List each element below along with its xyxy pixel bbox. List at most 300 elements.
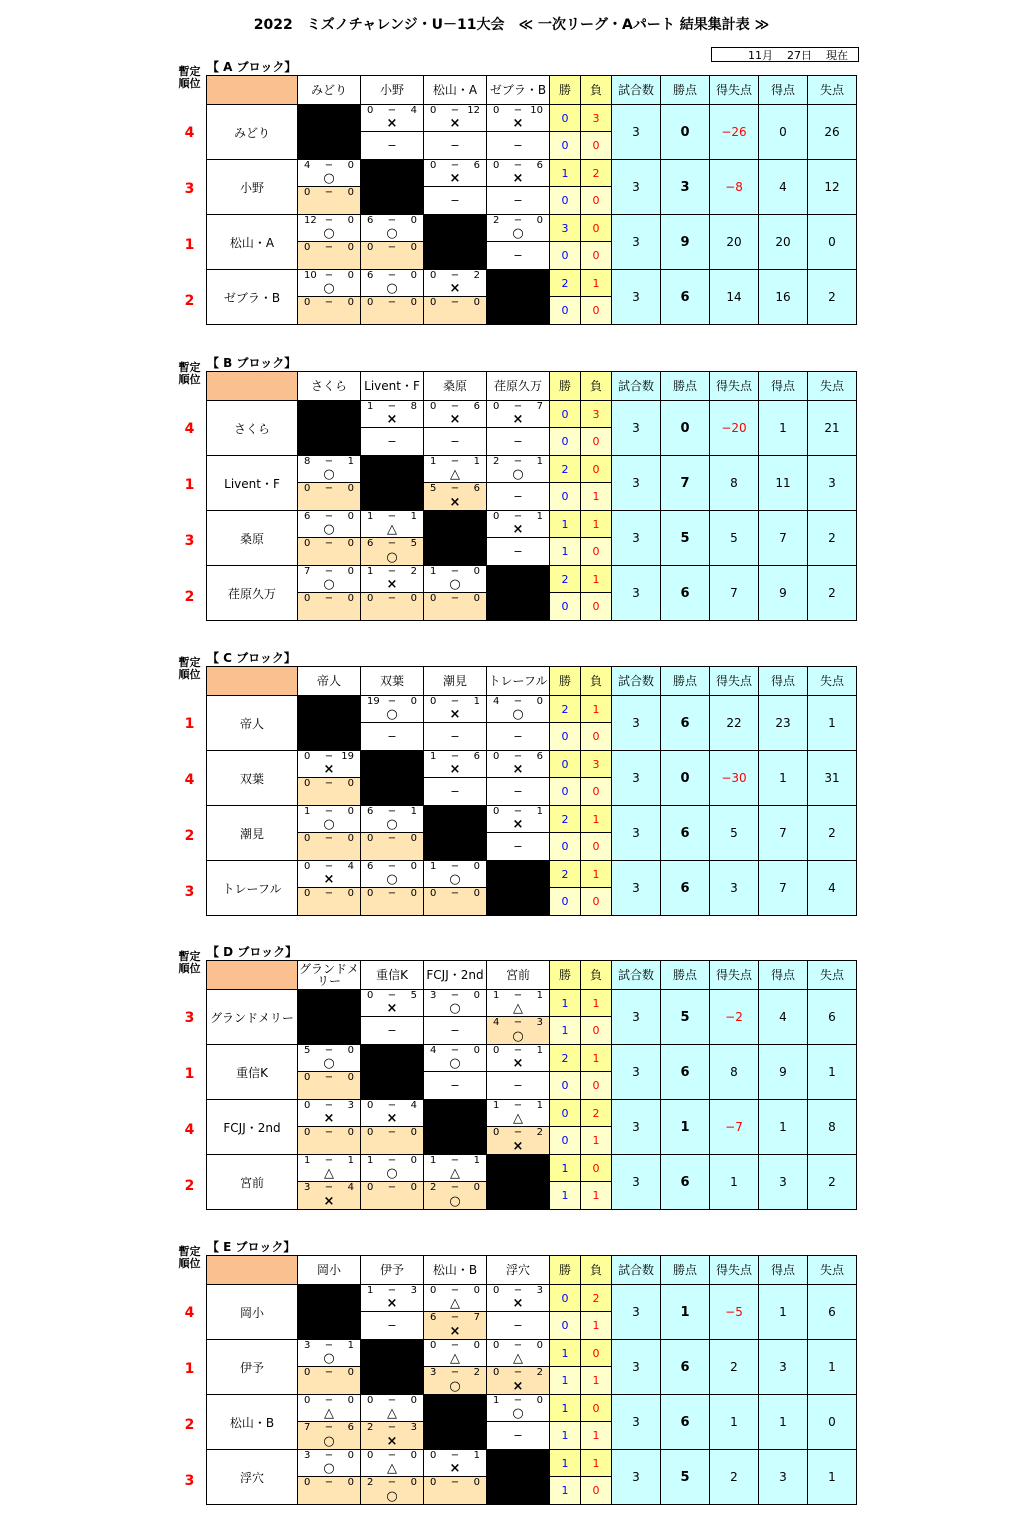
result-mark: × — [386, 1001, 398, 1016]
stat-pts: 0 — [661, 751, 710, 806]
match-cell: 2 − 1 ○ — [487, 456, 550, 483]
pk-for: 0 — [304, 778, 311, 789]
pk-empty-cell: − — [424, 1072, 487, 1100]
stat-pts: 5 — [661, 1450, 710, 1505]
score-for: 0 — [430, 401, 437, 412]
score-for: 1 — [430, 566, 437, 577]
score-for: 19 — [367, 696, 380, 707]
result-mark: ○ — [512, 1406, 524, 1421]
pk-empty-cell: − — [487, 723, 550, 751]
row-team-name: 荏原久万 — [207, 566, 298, 621]
score-for: 4 — [493, 696, 500, 707]
pk-for: 0 — [367, 593, 374, 604]
match-cell: 0 − 0 △ — [298, 1395, 361, 1422]
score-for: 1 — [367, 511, 374, 522]
pk-against: 0 — [347, 778, 354, 789]
pk-for: 0 — [304, 888, 311, 899]
diff-header: 得失点 — [710, 961, 759, 990]
stat-gf: 4 — [759, 990, 808, 1045]
match-cell: 0 − 6 × — [487, 751, 550, 778]
result-mark: × — [323, 872, 335, 887]
pk-loss-count: 1 — [581, 1312, 612, 1340]
standings-table — [206, 960, 857, 1210]
match-cell: 1 − 0 ○ — [298, 806, 361, 833]
stat-gf: 3 — [759, 1450, 808, 1505]
win-count: 0 — [550, 751, 581, 778]
col-team-header: 帝人 — [298, 667, 361, 696]
pk-result-mark: ○ — [323, 1434, 335, 1449]
stat-games: 3 — [612, 270, 661, 325]
score-against: 0 — [473, 1285, 480, 1296]
block-2 — [0, 651, 1023, 931]
score-for: 0 — [493, 1285, 500, 1296]
corner-cell — [207, 961, 298, 990]
stat-pts: 3 — [661, 160, 710, 215]
pk-empty-cell: − — [361, 132, 424, 160]
stat-diff: −8 — [710, 160, 759, 215]
score-for: 7 — [304, 566, 311, 577]
row-team-name: 重信K — [207, 1045, 298, 1100]
loss-header: 負 — [581, 1256, 612, 1285]
match-cell: 6 − 0 ○ — [361, 270, 424, 297]
pk-cell: 0 − 0 — [298, 187, 361, 215]
win-count: 0 — [550, 401, 581, 428]
loss-header: 負 — [581, 76, 612, 105]
score-against: 4 — [410, 1100, 417, 1111]
stat-diff: 8 — [710, 1045, 759, 1100]
score-against: 3 — [410, 1285, 417, 1296]
pk-loss-count: 0 — [581, 593, 612, 621]
rank-value: 3 — [184, 181, 195, 197]
result-mark: × — [512, 1056, 524, 1071]
gf-header: 得点 — [759, 1256, 808, 1285]
block-1 — [0, 356, 1023, 636]
loss-count: 3 — [581, 105, 612, 132]
match-cell: 1 − 0 ○ — [424, 861, 487, 888]
pk-against: 5 — [410, 538, 417, 549]
score-against: 7 — [536, 401, 543, 412]
stat-ga: 8 — [808, 1100, 857, 1155]
pk-cell: 3 − 2 ○ — [424, 1367, 487, 1395]
match-cell: 0 − 0 △ — [361, 1450, 424, 1477]
pk-against: 2 — [536, 1127, 543, 1138]
rank-header: 暫定順位 — [178, 361, 201, 386]
score-for: 0 — [367, 990, 374, 1001]
score-against: 6 — [473, 160, 480, 171]
score-for: 5 — [304, 1045, 311, 1056]
score-for: 0 — [430, 1340, 437, 1351]
match-cell: 0 − 4 × — [361, 1100, 424, 1127]
score-for: 0 — [493, 511, 500, 522]
result-mark: ○ — [323, 1056, 335, 1071]
stat-diff: −2 — [710, 990, 759, 1045]
result-mark: ○ — [323, 226, 335, 241]
rank-header: 暫定順位 — [178, 950, 201, 975]
stat-games: 3 — [612, 456, 661, 511]
pk-for: 0 — [430, 297, 437, 308]
pk-against: 0 — [347, 1477, 354, 1488]
stat-pts: 1 — [661, 1100, 710, 1155]
score-against: 0 — [536, 1340, 543, 1351]
col-team-header: 伊予 — [361, 1256, 424, 1285]
self-match-cell — [298, 401, 361, 456]
pk-for: 0 — [367, 242, 374, 253]
stat-gf: 1 — [759, 1100, 808, 1155]
match-cell: 0 − 1 × — [487, 511, 550, 538]
pk-against: 0 — [347, 187, 354, 198]
match-cell: 7 − 0 ○ — [298, 566, 361, 593]
loss-count: 3 — [581, 751, 612, 778]
col-team-header: トレーフル — [487, 667, 550, 696]
loss-count: 2 — [581, 160, 612, 187]
standings-table — [206, 666, 857, 916]
pk-empty-cell: − — [487, 483, 550, 511]
result-mark: △ — [450, 1296, 460, 1311]
score-against: 6 — [536, 751, 543, 762]
score-for: 1 — [493, 990, 500, 1001]
score-for: 0 — [367, 1450, 374, 1461]
corner-cell — [207, 76, 298, 105]
match-cell: 1 − 1 △ — [424, 1155, 487, 1182]
diff-header: 得失点 — [710, 76, 759, 105]
row-team-name: FCJJ・2nd — [207, 1100, 298, 1155]
stat-ga: 2 — [808, 511, 857, 566]
win-count: 1 — [550, 160, 581, 187]
score-against: 0 — [536, 1395, 543, 1406]
stat-pts: 9 — [661, 215, 710, 270]
pk-win-count: 0 — [550, 888, 581, 916]
win-count: 2 — [550, 1045, 581, 1072]
result-mark: ○ — [323, 1461, 335, 1476]
pk-for: 0 — [304, 1477, 311, 1488]
match-cell: 19 − 0 ○ — [361, 696, 424, 723]
score-for: 8 — [304, 456, 311, 467]
win-header: 勝 — [550, 667, 581, 696]
score-against: 4 — [347, 861, 354, 872]
pk-win-count: 1 — [550, 1477, 581, 1505]
pk-against: 3 — [410, 1422, 417, 1433]
stat-games: 3 — [612, 751, 661, 806]
pk-cell: 0 − 0 — [298, 1072, 361, 1100]
row-team-name: ゼブラ・B — [207, 270, 298, 325]
match-cell: 6 − 0 ○ — [361, 215, 424, 242]
score-for: 1 — [430, 1155, 437, 1166]
score-for: 0 — [304, 1395, 311, 1406]
stat-ga: 2 — [808, 566, 857, 621]
pk-win-count: 0 — [550, 833, 581, 861]
row-team-name: 潮見 — [207, 806, 298, 861]
pk-loss-count: 1 — [581, 483, 612, 511]
score-for: 0 — [367, 1395, 374, 1406]
stat-diff: 2 — [710, 1340, 759, 1395]
stat-gf: 3 — [759, 1155, 808, 1210]
pk-against: 0 — [347, 1367, 354, 1378]
score-for: 1 — [493, 1395, 500, 1406]
self-match-cell — [424, 215, 487, 270]
col-team-header: 双葉 — [361, 667, 424, 696]
pk-loss-count: 0 — [581, 833, 612, 861]
pk-cell: 0 − 0 — [298, 1127, 361, 1155]
col-team-header: 浮穴 — [487, 1256, 550, 1285]
stat-ga: 2 — [808, 1155, 857, 1210]
score-against: 1 — [536, 806, 543, 817]
pk-cell: 0 − 0 — [424, 297, 487, 325]
pk-for: 0 — [367, 297, 374, 308]
result-mark: ○ — [386, 817, 398, 832]
pk-empty-cell: − — [487, 428, 550, 456]
result-mark: △ — [387, 1461, 397, 1476]
rank-value: 3 — [184, 1473, 195, 1489]
score-for: 0 — [304, 1100, 311, 1111]
stat-pts: 0 — [661, 401, 710, 456]
self-match-cell — [424, 806, 487, 861]
result-mark: × — [512, 522, 524, 537]
match-cell: 0 − 10 × — [487, 105, 550, 132]
match-cell: 8 − 1 ○ — [298, 456, 361, 483]
pk-cell: 0 − 0 — [361, 297, 424, 325]
pk-empty-cell: − — [361, 428, 424, 456]
pk-cell: 0 − 0 — [298, 833, 361, 861]
pk-empty-cell: − — [361, 723, 424, 751]
block-title: 【 A ブロック】 — [207, 60, 297, 74]
pk-cell: 0 − 0 — [361, 833, 424, 861]
pk-loss-count: 0 — [581, 187, 612, 215]
rank-header: 暫定順位 — [178, 1245, 201, 1270]
score-against: 2 — [473, 270, 480, 281]
pk-cell: 0 − 0 — [361, 888, 424, 916]
score-for: 6 — [367, 215, 374, 226]
self-match-cell — [361, 1045, 424, 1100]
pk-for: 0 — [304, 242, 311, 253]
result-mark: × — [512, 412, 524, 427]
stat-ga: 1 — [808, 1045, 857, 1100]
loss-count: 0 — [581, 1340, 612, 1367]
pk-for: 2 — [430, 1182, 437, 1193]
score-against: 12 — [467, 105, 480, 116]
stat-gf: 0 — [759, 105, 808, 160]
score-against: 0 — [536, 215, 543, 226]
score-for: 0 — [367, 105, 374, 116]
result-mark: × — [512, 1296, 524, 1311]
standings-table — [206, 75, 857, 325]
score-against: 0 — [473, 1340, 480, 1351]
stat-games: 3 — [612, 861, 661, 916]
pk-for: 0 — [304, 593, 311, 604]
stat-gf: 1 — [759, 1285, 808, 1340]
pk-loss-count: 0 — [581, 538, 612, 566]
score-against: 4 — [410, 105, 417, 116]
row-team-name: 帝人 — [207, 696, 298, 751]
rank-value: 2 — [184, 828, 195, 844]
stat-games: 3 — [612, 1285, 661, 1340]
stat-pts: 5 — [661, 990, 710, 1045]
self-match-cell — [487, 1155, 550, 1210]
stat-ga: 2 — [808, 806, 857, 861]
score-for: 0 — [304, 861, 311, 872]
pk-result-mark: × — [512, 1139, 524, 1154]
result-mark: × — [449, 707, 461, 722]
win-count: 2 — [550, 566, 581, 593]
pk-win-count: 0 — [550, 483, 581, 511]
pk-cell: 3 − 4 × — [298, 1182, 361, 1210]
col-team-header: 小野 — [361, 76, 424, 105]
result-mark: △ — [324, 1406, 334, 1421]
match-cell: 0 − 4 × — [298, 861, 361, 888]
match-cell: 0 − 4 × — [361, 105, 424, 132]
score-against: 2 — [410, 566, 417, 577]
win-count: 1 — [550, 1450, 581, 1477]
win-count: 0 — [550, 1285, 581, 1312]
score-for: 0 — [493, 160, 500, 171]
pk-cell: 0 − 0 — [298, 888, 361, 916]
pk-win-count: 0 — [550, 1072, 581, 1100]
pk-against: 0 — [347, 242, 354, 253]
match-cell: 0 − 0 △ — [361, 1395, 424, 1422]
pk-empty-cell: − — [424, 187, 487, 215]
result-mark: ○ — [386, 707, 398, 722]
pk-against: 0 — [410, 242, 417, 253]
match-cell: 3 − 0 ○ — [424, 990, 487, 1017]
pk-for: 0 — [304, 538, 311, 549]
games-header: 試合数 — [612, 1256, 661, 1285]
points-header: 勝点 — [661, 372, 710, 401]
match-cell: 0 − 0 △ — [424, 1340, 487, 1367]
row-team-name: 伊予 — [207, 1340, 298, 1395]
pk-win-count: 0 — [550, 593, 581, 621]
result-mark: ○ — [323, 171, 335, 186]
result-mark: × — [449, 171, 461, 186]
match-cell: 1 − 6 × — [424, 751, 487, 778]
score-for: 6 — [367, 270, 374, 281]
result-mark: ○ — [323, 577, 335, 592]
result-mark: × — [386, 116, 398, 131]
loss-count: 1 — [581, 1450, 612, 1477]
rank-value: 2 — [184, 293, 195, 309]
pk-against: 0 — [410, 888, 417, 899]
match-cell: 4 − 0 ○ — [298, 160, 361, 187]
games-header: 試合数 — [612, 76, 661, 105]
pk-cell: 0 − 0 — [424, 593, 487, 621]
result-mark: ○ — [323, 1351, 335, 1366]
match-cell: 0 − 1 × — [487, 1045, 550, 1072]
pk-cell: 0 − 0 — [361, 1182, 424, 1210]
pk-for: 0 — [430, 593, 437, 604]
pk-for: 0 — [304, 1127, 311, 1138]
pk-win-count: 0 — [550, 1312, 581, 1340]
pk-win-count: 0 — [550, 428, 581, 456]
score-for: 0 — [430, 696, 437, 707]
pk-win-count: 0 — [550, 778, 581, 806]
games-header: 試合数 — [612, 667, 661, 696]
result-mark: △ — [513, 1001, 523, 1016]
self-match-cell — [424, 511, 487, 566]
self-match-cell — [361, 160, 424, 215]
score-for: 3 — [304, 1450, 311, 1461]
stat-gf: 16 — [759, 270, 808, 325]
stat-pts: 6 — [661, 270, 710, 325]
stat-pts: 1 — [661, 1285, 710, 1340]
ga-header: 失点 — [808, 667, 857, 696]
loss-count: 1 — [581, 806, 612, 833]
pk-against: 0 — [410, 297, 417, 308]
match-cell: 0 − 6 × — [424, 401, 487, 428]
gf-header: 得点 — [759, 76, 808, 105]
loss-count: 1 — [581, 566, 612, 593]
match-cell: 2 − 0 ○ — [487, 215, 550, 242]
score-against: 0 — [347, 511, 354, 522]
pk-for: 0 — [430, 1477, 437, 1488]
rank-value: 1 — [184, 1066, 195, 1082]
win-count: 2 — [550, 861, 581, 888]
stat-games: 3 — [612, 401, 661, 456]
stat-games: 3 — [612, 806, 661, 861]
pk-against: 3 — [536, 1017, 543, 1028]
rank-value: 4 — [184, 1122, 195, 1138]
win-count: 1 — [550, 1395, 581, 1422]
score-for: 1 — [367, 401, 374, 412]
ga-header: 失点 — [808, 76, 857, 105]
win-header: 勝 — [550, 961, 581, 990]
score-for: 1 — [430, 456, 437, 467]
loss-header: 負 — [581, 667, 612, 696]
pk-for: 0 — [493, 1367, 500, 1378]
stat-ga: 0 — [808, 1395, 857, 1450]
score-for: 2 — [493, 215, 500, 226]
result-mark: ○ — [386, 1166, 398, 1181]
pk-cell: 0 − 0 — [298, 538, 361, 566]
result-mark: △ — [450, 467, 460, 482]
match-cell: 1 − 1 △ — [361, 511, 424, 538]
rank-value: 4 — [184, 772, 195, 788]
loss-count: 2 — [581, 1285, 612, 1312]
col-team-header: みどり — [298, 76, 361, 105]
self-match-cell — [487, 566, 550, 621]
pk-empty-cell: − — [487, 1312, 550, 1340]
score-against: 6 — [473, 401, 480, 412]
pk-for: 0 — [304, 187, 311, 198]
win-count: 2 — [550, 456, 581, 483]
pk-for: 0 — [304, 1367, 311, 1378]
row-team-name: みどり — [207, 105, 298, 160]
pk-cell: 2 − 3 × — [361, 1422, 424, 1450]
match-cell: 6 − 0 ○ — [361, 861, 424, 888]
stat-gf: 7 — [759, 861, 808, 916]
pk-against: 0 — [347, 1072, 354, 1083]
score-against: 0 — [410, 861, 417, 872]
score-for: 3 — [430, 990, 437, 1001]
loss-count: 1 — [581, 270, 612, 297]
pk-against: 0 — [410, 1182, 417, 1193]
match-cell: 6 − 1 ○ — [361, 806, 424, 833]
row-team-name: 松山・A — [207, 215, 298, 270]
win-count: 3 — [550, 215, 581, 242]
stat-games: 3 — [612, 566, 661, 621]
loss-header: 負 — [581, 961, 612, 990]
pk-empty-cell: − — [487, 242, 550, 270]
result-mark: △ — [513, 1111, 523, 1126]
self-match-cell — [298, 696, 361, 751]
pk-cell: 5 − 6 × — [424, 483, 487, 511]
win-count: 1 — [550, 990, 581, 1017]
diff-header: 得失点 — [710, 1256, 759, 1285]
row-team-name: トレーフル — [207, 861, 298, 916]
self-match-cell — [361, 456, 424, 511]
pk-loss-count: 0 — [581, 1477, 612, 1505]
rank-value: 4 — [184, 1305, 195, 1321]
pk-for: 0 — [367, 833, 374, 844]
result-mark: ○ — [512, 707, 524, 722]
pk-for: 2 — [367, 1477, 374, 1488]
